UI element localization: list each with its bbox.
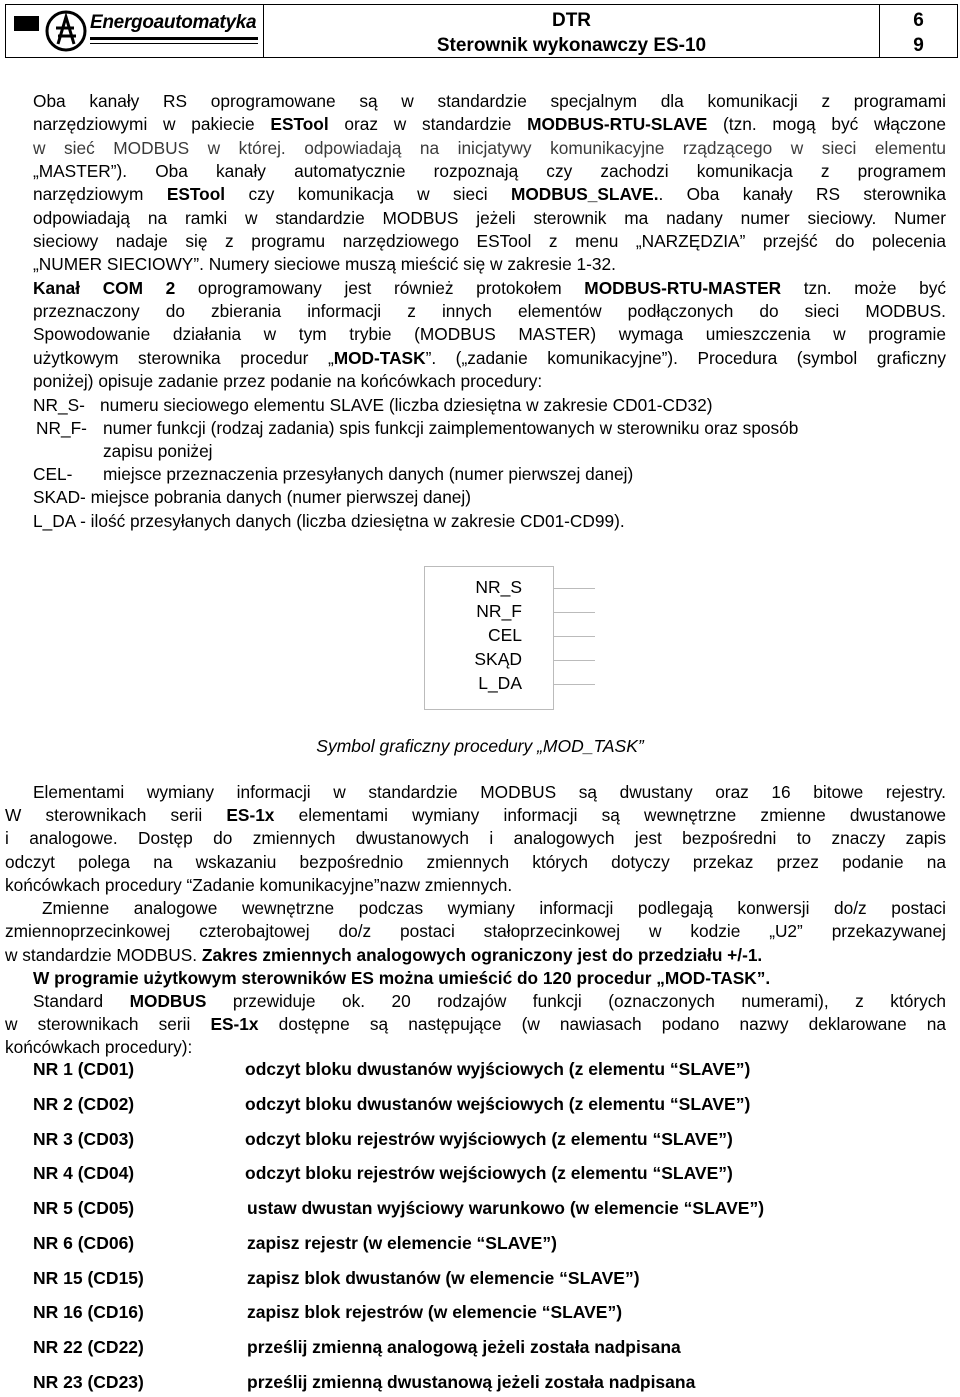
p5-text: przewiduje ok. 20 rodzajów funkcji (oznaczonych numerami), z których — [232, 991, 946, 1011]
p5-text: w sterownikach serii — [5, 1014, 191, 1034]
p2-modbus-master: MODBUS-RTU-MASTER — [584, 278, 782, 298]
energoautomatyka-logo-icon — [44, 8, 88, 54]
function-code: NR 4 (CD04) — [33, 1163, 135, 1183]
p1-line1: Oba kanały RS oprogramowane są w standardzie specjalnym dla komunikacji z programami — [33, 91, 946, 111]
p2-text: tzn. może być — [803, 278, 947, 298]
document-title: DTR — [551, 10, 592, 31]
p3-line2 — [5, 804, 946, 827]
function-desc: odczyt bloku rejestrów wyjściowych (z elementu “SLAVE”) — [245, 1129, 733, 1149]
def-l-da — [33, 510, 946, 533]
function-desc: zapisz blok dwustanów (w elemencie “SLAVE”) — [247, 1268, 640, 1288]
p3-line5: końcówkach procedury “Zadanie komunikacyjne”nazw zmiennych. — [5, 875, 513, 895]
def-desc: miejsce pobrania danych (numer pierwszej danej) — [90, 487, 472, 507]
p1-narzedziowym: narzędziowym — [33, 184, 144, 204]
p4-zakres: Zakres zmiennych analogowych ograniczony jest do przedziału +/-1. — [201, 945, 763, 965]
p4-line1: Zmienne analogowe wewnętrzne podczas wymiany informacji podlegają konwersji do/z postaci — [42, 898, 946, 918]
p5-line3: końcówkach procedury): — [5, 1037, 193, 1057]
p4-line3 — [5, 944, 946, 967]
p4-line2: zmiennoprzecinkowej czterobajtowej do/z postaci stałoprzecinkowej w kodzie „U2” przekazywanej — [5, 921, 946, 941]
function-desc: zapisz rejestr (w elemencie “SLAVE”) — [247, 1233, 557, 1253]
company-name: Energoautomatyka — [90, 12, 257, 33]
p2-kanal-com2: Kanał COM 2 — [33, 278, 176, 298]
def-term: SKAD- — [33, 487, 86, 507]
symbol-pin-nr-f: NR_F — [476, 601, 522, 621]
page-header — [5, 4, 958, 58]
function-code: NR 15 (CD15) — [33, 1268, 144, 1288]
p1-modbus-rtu-slave: MODBUS-RTU-SLAVE — [527, 114, 708, 134]
function-code: NR 5 (CD05) — [33, 1198, 135, 1218]
p1-narzedziowymi: narzędziowymi — [33, 114, 148, 134]
p5-line1 — [33, 990, 946, 1013]
p2-line1 — [33, 277, 946, 300]
p3-line3: i analogowe. Dostęp do zmiennych dwustanowych i analogowych jest bezpośredni to znaczy zapis — [5, 828, 946, 848]
p2-line5: poniżej) opisuje zadanie przez podanie na końcówkach procedury: — [33, 371, 543, 391]
p5-text: Standard — [33, 991, 104, 1011]
p1-line2 — [33, 113, 946, 136]
p2-mod-task: MOD-TASK — [333, 348, 426, 368]
p1-estool2: ESTool — [166, 184, 226, 204]
p3-es-1x: ES-1x — [226, 805, 275, 825]
logo-bar-icon — [14, 16, 39, 31]
p4-line4: W programie użytkowym sterowników ES można umieścić do 120 procedur „MOD-TASK”. — [33, 968, 771, 988]
p1-text: czy komunikacja w sieci — [248, 184, 488, 204]
header-title-cell — [264, 5, 880, 57]
def-nr-s — [33, 394, 946, 417]
def-desc: numer funkcji (rodzaj zadania) spis funkcji zaimplementowanych w sterowniku oraz sposób — [103, 418, 799, 438]
def-nr-f-cont: zapisu poniżej — [103, 441, 213, 461]
page-number-bottom: 9 — [913, 35, 924, 56]
p1-text: (tzn. mogą być włączone — [723, 114, 947, 134]
function-desc: odczyt bloku dwustanów wyjściowych (z elementu “SLAVE”) — [245, 1059, 751, 1079]
def-term: NR_S- — [33, 395, 85, 415]
p1-line4: „MASTER”). Oba kanały automatycznie rozpoznają czy zachodzi komunikacja z programem — [33, 161, 946, 181]
p1-text: oraz w standardzie — [344, 114, 512, 134]
p3-text: elementami wymiany informacji są wewnętrzne zmienne dwustanowe — [298, 805, 946, 825]
p2-text: oprogramowany jest również protokołem — [197, 278, 562, 298]
p3-text: W sterownikach serii — [5, 805, 203, 825]
symbol-pin-line — [553, 612, 595, 613]
p1-estool: ESTool — [270, 114, 329, 134]
p3-line1: Elementami wymiany informacji w standardzie MODBUS są dwustany oraz 16 bitowe rejestry. — [33, 782, 946, 802]
p4-text: w standardzie MODBUS. — [5, 945, 198, 965]
p1-line5 — [33, 183, 946, 206]
p2-line4 — [33, 347, 946, 370]
symbol-pin-line — [553, 588, 595, 589]
p1-line6: odpowiadają na ramki w standardzie MODBUS jeżeli sterownik ma nadany numer sieciowy. Numer — [33, 208, 946, 228]
function-code: NR 23 (CD23) — [33, 1372, 144, 1392]
def-desc: numeru sieciowego elementu SLAVE (liczba dziesiętna w zakresie CD01-CD32) — [100, 395, 713, 415]
symbol-pin-line — [553, 660, 595, 661]
p2-text: ”. („zadanie komunikacyjne”). Procedura (symbol graficzny — [425, 348, 946, 368]
function-desc: prześlij zmienną dwustanową jeżeli została nadpisana — [247, 1372, 696, 1392]
page-number-top: 6 — [913, 10, 924, 31]
symbol-pin-line — [553, 684, 595, 685]
function-code: NR 1 (CD01) — [33, 1059, 135, 1079]
function-desc: odczyt bloku rejestrów wejściowych (z elementu “SLAVE”) — [245, 1163, 733, 1183]
p1-line3: w sieć MODBUS w której. odpowiadają na inicjatywy komunikacyjne rządzącego w sieci elementu — [33, 138, 946, 158]
symbol-pin-skad: SKĄD — [474, 649, 522, 669]
document-subtitle: Sterownik wykonawczy ES-10 — [436, 35, 707, 56]
header-page-cell — [880, 5, 957, 57]
p5-es-1x: ES-1x — [210, 1014, 259, 1034]
p2-line3: Spowodowanie działania w tym trybie (MODBUS MASTER) wymaga umieszczenia w programie — [33, 324, 946, 344]
function-code: NR 16 (CD16) — [33, 1302, 144, 1322]
symbol-pin-l-da: L_DA — [478, 673, 522, 693]
def-cel — [33, 463, 946, 486]
p2-line2: przeznaczony do zbierania informacji z innych elementów podłączonych do sieci MODBUS. — [33, 301, 946, 321]
def-nr-f — [36, 417, 946, 440]
p5-text: dostępne są następujące (w nawiasach podano nazwy deklarowane na — [278, 1014, 946, 1034]
function-code: NR 6 (CD06) — [33, 1233, 135, 1253]
function-desc: odczyt bloku dwustanów wejściowych (z elementu “SLAVE”) — [245, 1094, 751, 1114]
def-desc: miejsce przeznaczenia przesyłanych danych (numer pierwszej danej) — [103, 464, 634, 484]
symbol-caption: Symbol graficzny procedury „MOD_TASK” — [316, 736, 644, 756]
symbol-pin-nr-s: NR_S — [475, 577, 522, 597]
function-desc: prześlij zmienną analogową jeżeli została nadpisana — [247, 1337, 681, 1357]
p5-line2 — [5, 1013, 946, 1036]
p2-text: użytkowym sterownika procedur „ — [33, 348, 334, 368]
logo-underline-thin — [90, 43, 258, 44]
def-term: NR_F- — [36, 418, 87, 438]
function-desc: zapisz blok rejestrów (w elemencie “SLAVE”) — [247, 1302, 623, 1322]
function-code: NR 22 (CD22) — [33, 1337, 144, 1357]
def-term: CEL- — [33, 464, 73, 484]
header-logo-cell — [6, 5, 264, 57]
def-desc: ilość przesyłanych danych (liczba dziesiętna w zakresie CD01-CD99). — [90, 511, 625, 531]
p1-text: . Oba kanały RS sterownika — [658, 184, 946, 204]
p5-modbus: MODBUS — [129, 991, 207, 1011]
p1-line8: „NUMER SIECIOWY”. Numery sieciowe muszą mieścić się w zakresie 1-32. — [33, 254, 616, 274]
function-code: NR 2 (CD02) — [33, 1094, 135, 1114]
p3-line4: odczyt polega na wskazaniu bezpośrednio zmiennych których dotyczy przekaz przez podanie na — [5, 852, 946, 872]
p1-text: w pakiecie — [163, 114, 255, 134]
p1-modbus-slave: MODBUS_SLAVE. — [510, 184, 659, 204]
function-desc: ustaw dwustan wyjściowy warunkowo (w elemencie “SLAVE”) — [247, 1198, 765, 1218]
logo-underline — [90, 37, 258, 40]
symbol-pin-line — [553, 636, 595, 637]
p1-line7: sieciowy nadaje się z programu narzędziowego ESTool z menu „NARZĘDZIA” przejść do polecenia — [33, 231, 946, 251]
def-skad — [33, 486, 946, 509]
function-code: NR 3 (CD03) — [33, 1129, 135, 1149]
symbol-pin-cel: CEL — [487, 625, 522, 645]
def-term: L_DA - — [33, 511, 86, 531]
